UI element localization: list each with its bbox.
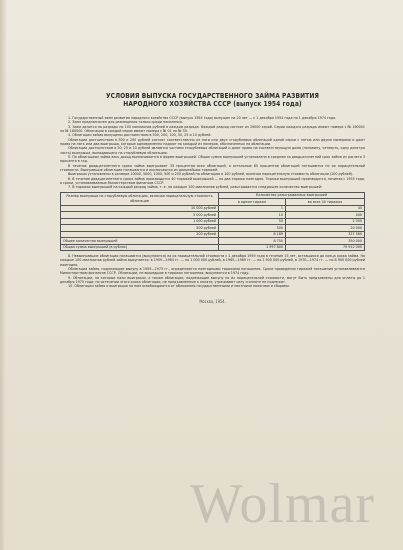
table-total-row — [61, 244, 365, 250]
paragraph-14: 9. Облигации, на которые пали выигрыши, а также облигации, подлежащие выкупу по их нарицательной стоимости, могут быть предъявлены для оплаты до 1 декабря 1975 года; по истечении этого срока облигации, не предъявленные к оплате, утрачивают силу и оплате не подлежат. — [60, 275, 365, 285]
total-count-label: Общее количество выигрышей — [61, 238, 219, 244]
prize-table — [60, 192, 365, 251]
paragraph-12: 8. Невыигравшие облигации погашаются (выкупаются) по их нарицательной стоимости с 1 декабря 1959 года в течение 15 лет, оставшихся до конца срока займа. На каждые 100 миллионов рублей займа выкупается: в 1959—1964 гг. — по 1 000 000 рублей, в 1965—1969 гг. — по 1 900 000 рублей, в 1970—1974 гг. — по 8 900 000 рублей ежегодно. — [60, 254, 365, 267]
paragraph-2: 2. Заем предназначен для размещения только среди населения. — [68, 120, 183, 125]
prize-count-one: 10 — [219, 212, 286, 218]
prize-count-one: 50 — [219, 218, 286, 224]
paragraph-13: Облигации займа, подлежащие выкупу в 1959—1973 гг., определяются ежегодными тиражами погашения. Сроки проведения тиражей погашения устанавливаются Министерством финансов СССР. Облигации, не вышедшие в тиражах погашения, выкупаются в 1974 году. — [60, 267, 365, 276]
prize-count-all: 400 — [285, 212, 364, 218]
total-count-one: 8 750 — [219, 238, 286, 244]
table-header-one-draw: в одном тираже — [219, 199, 286, 205]
prize-amount: 5 000 рублей — [61, 212, 219, 218]
paragraph-5: Облигации достоинством в 500 и 200 рублей состоят соответственно из пяти или двух сторублевых облигаций одной серии с пятью или двумя номерами и дают право на пять или два выигрыша, которые одновременно падают на каждый из номеров, обозначенных на облигации. — [60, 137, 365, 146]
prize-count-all: 40 — [285, 205, 364, 211]
total-sum-label: Общая сумма выигрышей (в рублях) — [61, 244, 219, 250]
prize-amount: 200 рублей — [61, 231, 219, 237]
prize-count-all: 327 560 — [285, 231, 364, 237]
total-count-all: 350 000 — [285, 238, 364, 244]
paper-edge — [0, 0, 6, 550]
paragraph-10: 6. В течение двадцатилетнего срока займа производится 40 тиражей выигрышей — по два тиража ежегодно. Тиражи выигрышей производятся, начиная с 1955 года, в сроки, устанавливаемые Министерством финансов СССР. — [60, 176, 365, 185]
paragraph-9: Выигрыши установлены в размере 10000, 5000, 1000, 500 и 200 рублей на облигацию в 100 рублей, включая нарицательную стоимость облигации (100 рублей). — [68, 172, 354, 177]
watermark: Wolmar — [190, 473, 375, 535]
paragraph-15: 10. Облигации займа и выигрыши по ним освобождаются от обложения государственными и местными налогами и сборами. — [68, 284, 290, 289]
total-sum-all: 79 912 000 — [285, 244, 364, 250]
title-line-1: УСЛОВИЯ ВЫПУСКА ГОСУДАРСТВЕННОГО ЗАЙМА РАЗВИТИЯ — [105, 92, 320, 100]
table-header-count: Количество разыгрываемых выигрышей — [219, 192, 365, 198]
title-line-2: НАРОДНОГО ХОЗЯЙСТВА СССР (выпуск 1954 года) — [123, 100, 302, 109]
document-title — [60, 92, 365, 109]
paragraph-3: 3. Заем делится на разряды по 100 миллионов рублей в каждом разряде. Каждый разряд состоит из 20000 серий. Серии каждого разряда имеют номера с № 160001 по № 180000. Облигации в каждой серии имеют номера с № 01 по № 50. — [60, 124, 365, 133]
prize-amount: 1 000 рублей — [61, 218, 219, 224]
prize-count-one: 500 — [219, 225, 286, 231]
total-sum-one: 1 997 800 — [219, 244, 286, 250]
paragraph-11: 7. В тиражах выигрышей на каждый разряд займа, т. е. на каждые 100 миллионов рублей, разыгрывается следующее количество выигрышей: — [68, 185, 323, 190]
paragraph-4: 4. Облигации займа выпущены достоинством в 500, 200, 100, 50, 25 и 10 рублей. — [68, 133, 212, 138]
paragraph-1: 1. Государственный заем развития народного хозяйства СССР (выпуск 1954 года) выпущен на 20 лет — с 1 декабря 1954 года по 1 декабря 1974 года. — [68, 115, 337, 120]
table-header-all-draws: во всех 40 тиражах — [285, 199, 364, 205]
prize-count-all: 2 000 — [285, 218, 364, 224]
prize-count-all: 20 000 — [285, 225, 364, 231]
table-header-prize: Размер выигрыша на сторублевую облигацию, включая нарицательную стоимость облигации — [61, 192, 219, 205]
prize-count-one: 1 — [219, 205, 286, 211]
paragraph-7: 5. По облигациям займа весь доход выплачивается в форме выигрышей. Общая сумма выигрышей установлена в среднем за двадцатилетний срок займа из расчета 3 процента в год. — [60, 154, 365, 164]
paragraph-6: Облигации достоинством в 50, 25 и 10 рублей являются частями сторублевых облигаций и дают право на соответствующую долю (половину, четверть, одну десятую часть) выигрыша, выпадающего на сторублевую облигацию. — [60, 146, 365, 155]
place-date: Москва, 1954. — [199, 298, 226, 304]
document-body — [60, 92, 365, 304]
prize-amount: 10 000 рублей — [61, 205, 219, 211]
prize-count-one: 8 189 — [219, 231, 286, 237]
prize-amount: 500 рублей — [61, 225, 219, 231]
paragraph-8: В течение двадцатилетнего срока займа выигрывает 35 процентов всех облигаций, а остальные 65 процентов облигаций погашаются по их нарицательной стоимости. Выигравшие облигации погашаются и исключаются из дальнейших тиражей. — [60, 163, 365, 172]
